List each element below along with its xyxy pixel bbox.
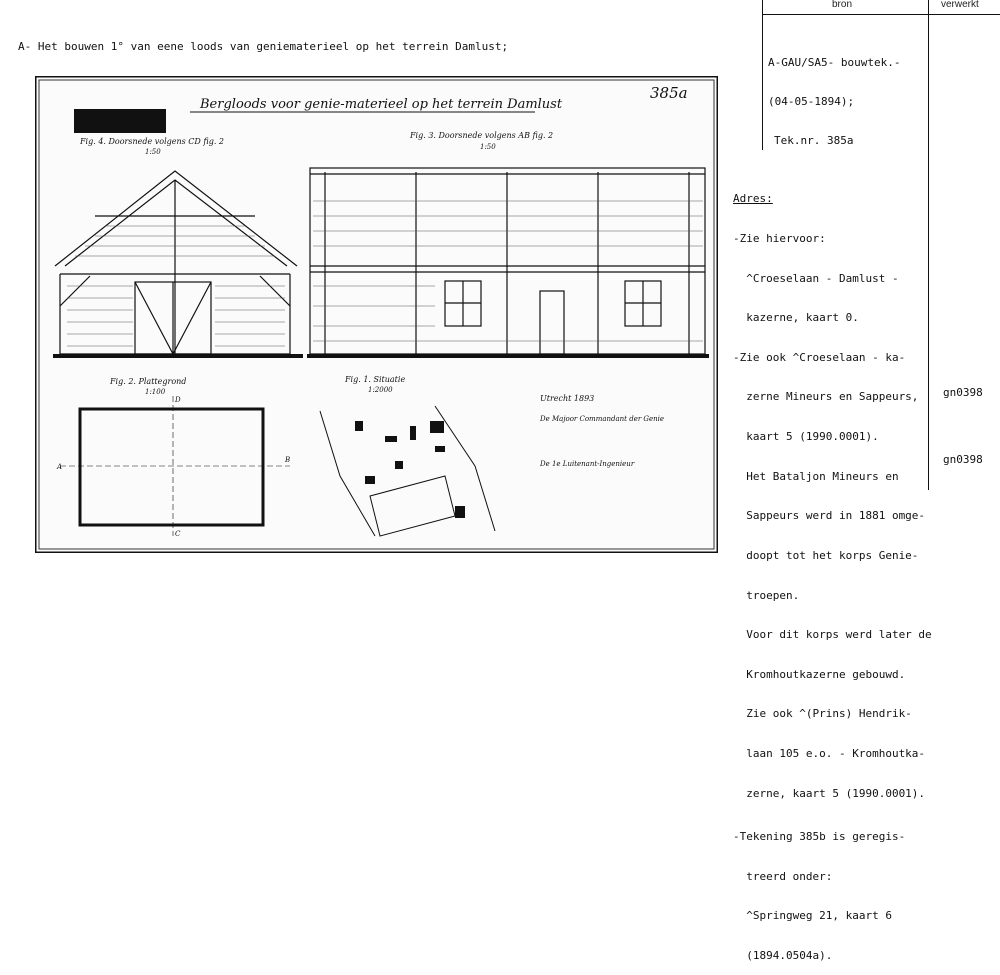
bron-reference [768, 30, 900, 160]
bron-ref-line: Tek.nr. 385a [774, 134, 854, 147]
adres-line: kazerne, kaart 0. [733, 311, 859, 325]
table-divider-left [762, 0, 763, 150]
adres-line: -Zie hiervoor: [733, 232, 826, 246]
adres-line: ^Croeselaan - Damlust - [733, 271, 899, 285]
fig3-caption: Fig. 3. Doorsnede volgens AB fig. 2 [410, 131, 554, 140]
blueprint-drawing [35, 76, 718, 553]
drawing-number: 385a [650, 84, 688, 102]
signature-majoor: De Majoor Commandant der Genie [540, 415, 665, 423]
adres-line: zerne, kaart 5 (1990.0001). [733, 786, 926, 800]
signature-luitenant: De 1e Luitenant-Ingenieur [540, 460, 635, 468]
bron-ref-line: (04-05-1894); [768, 95, 855, 108]
drawing-title: Bergloods voor genie-materieel op het terrein Damlust [200, 97, 563, 112]
adres-block [733, 166, 932, 975]
adres-line: (1894.0504a). [733, 948, 833, 962]
gn-code: gn0398 [943, 453, 983, 466]
plan-label-a: A [57, 463, 63, 471]
fig4-caption: Fig. 4. Doorsnede volgens CD fig. 2 [80, 137, 225, 146]
fig4-scale: 1:50 [145, 148, 161, 156]
adres-line: troepen. [733, 588, 800, 602]
adres-line: Sappeurs werd in 1881 omge- [733, 509, 926, 523]
fig2-scale: 1:100 [145, 388, 166, 396]
adres-line: laan 105 e.o. - Kromhoutka- [733, 746, 926, 760]
fig2-caption: Fig. 2. Plattegrond [110, 377, 187, 386]
adres-line: Het Bataljon Mineurs en [733, 469, 899, 483]
column-header-bron: bron [832, 0, 853, 10]
plan-label-b: B [285, 456, 291, 464]
gn-code: gn0398 [943, 386, 983, 399]
plan-label-c: C [175, 530, 181, 538]
adres-line: Kromhoutkazerne gebouwd. [733, 667, 906, 681]
fig1-caption: Fig. 1. Situatie [345, 375, 406, 384]
fig1-scale: 1:2000 [368, 386, 393, 394]
adres-line: -Zie ook ^Croeselaan - ka- [733, 350, 906, 364]
place-date: Utrecht 1893 [540, 394, 595, 403]
adres-line: Voor dit korps werd later de [733, 628, 932, 642]
fig4-ground [53, 354, 303, 358]
drawing-frame [35, 76, 718, 553]
adres-title: Adres: [733, 192, 773, 206]
adres-line: -Tekening 385b is geregis- [733, 830, 906, 844]
adres-line: doopt tot het korps Genie- [733, 548, 919, 562]
table-header-rule [762, 14, 1000, 15]
fig3-scale: 1:50 [480, 143, 496, 151]
redaction-block [74, 109, 166, 133]
header-line-1: A- Het bouwen 1° van eene loods van geniematerieel op het terrein Damlust; [18, 40, 509, 54]
fig3-ground [307, 354, 709, 358]
adres-line: Zie ook ^(Prins) Hendrik- [733, 707, 912, 721]
adres-line: ^Springweg 21, kaart 6 [733, 909, 892, 923]
plan-label-d: D [175, 396, 181, 404]
adres-line: treerd onder: [733, 869, 833, 883]
bron-ref-line: A-GAU/SA5- bouwtek.- [768, 56, 901, 69]
adres-line: zerne Mineurs en Sappeurs, [733, 390, 919, 404]
adres-line: kaart 5 (1990.0001). [733, 430, 879, 444]
column-header-verwerkt: verwerkt [941, 0, 979, 10]
